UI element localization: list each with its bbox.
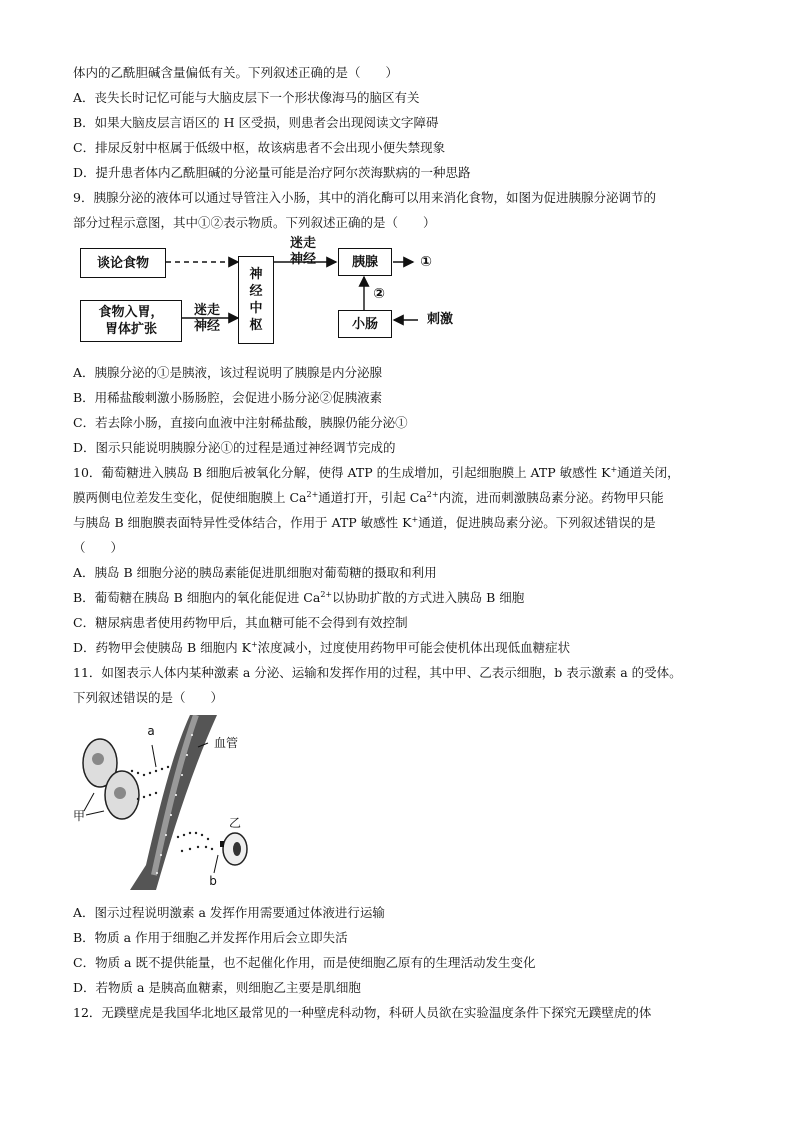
receptor-b [220, 841, 224, 847]
q9-option-c: C．若去除小肠，直接向血液中注射稀盐酸，胰腺仍能分泌① [73, 415, 408, 430]
nucleus-lower [114, 787, 126, 799]
label-stimulus: 刺激 [426, 312, 453, 327]
q9-diagram [80, 236, 490, 350]
box-pancreas: 胰腺 [338, 248, 392, 276]
q10-optd-a: D．药物甲会使胰岛 B 细胞内 K [73, 640, 251, 655]
box-food-stomach [80, 300, 182, 342]
q11-stem-line2: 下列叙述错误的是（ ） [73, 690, 224, 705]
figure-label-b: b [209, 874, 217, 888]
q10-option-c: C．糖尿病患者使用药物甲后，其血糖可能不会得到有效控制 [73, 615, 408, 630]
q10-s2b: 通道打开，引起 Ca [318, 490, 427, 505]
q11-option-a: A．图示过程说明激素 a 发挥作用需要通过体液进行运输 [73, 905, 385, 920]
center-char-3: 中 [249, 301, 263, 316]
sup-k-3: + [250, 639, 258, 649]
q9-option-b: B．用稀盐酸刺激小肠肠腔，会促进小肠分泌②促胰液素 [73, 390, 383, 405]
q10-s3a: 与胰岛 B 细胞膜表面特异性受体结合，作用于 ATP 敏感性 K [73, 515, 412, 530]
q10-stem-line2 [73, 490, 664, 506]
q10-optd-b: 浓度减小，过度使用药物甲可能会使机体出现低血糖症状 [257, 640, 571, 655]
q10-option-d [73, 640, 570, 656]
pointer-b [214, 855, 218, 873]
q10-stem-line3 [73, 515, 656, 531]
q8-option-d: D．提升患者体内乙酰胆碱的分泌量可能是治疗阿尔茨海默病的一种思路 [73, 165, 471, 180]
box-food-stomach-line1: 食物入胃， [98, 305, 164, 320]
sup-k-2: + [411, 514, 419, 524]
sup-k-1: + [610, 464, 618, 474]
box-food-stomach-line2: 胃体扩张 [104, 322, 157, 337]
q11-stem-line1: 11．如图表示人体内某种激素 a 分泌、运输和发挥作用的过程，其中甲、乙表示细胞，b 表示激素 a 的受体。 [73, 665, 682, 680]
q10-stem-line1 [73, 465, 680, 481]
label-substance-2: ② [373, 286, 385, 302]
q10-s2a: 膜两侧电位差发生变化，促使细胞膜上 Ca [73, 490, 307, 505]
figure-label-vessel: 血管 [213, 736, 238, 750]
label-substance-1: ① [420, 254, 432, 270]
center-char-2: 经 [249, 284, 263, 299]
q8-option-c: C．排尿反射中枢属于低级中枢，故该病患者不会出现小便失禁现象 [73, 140, 446, 155]
q8-option-a: A．丧失长时记忆可能与大脑皮层下一个形状像海马的脑区有关 [73, 90, 420, 105]
q12-stem-line1: 12．无蹼壁虎是我国华北地区最常见的一种壁虎科动物，科研人员欲在实验温度条件下探究无蹼壁虎的体 [73, 1005, 652, 1020]
q9-option-d: D．图示只能说明胰腺分泌①的过程是通过神经调节完成的 [73, 440, 396, 455]
label-vagus-bottom [184, 303, 230, 335]
q10-s1a: 10．葡萄糖进入胰岛 B 细胞后被氧化分解，使得 ATP 的生成增加，引起细胞膜上 ATP 敏感性 K [73, 465, 611, 480]
label-vagus-bottom-line1: 迷走 [193, 303, 220, 318]
nucleus-upper [92, 753, 104, 765]
q10-optb-b: 以协助扩散的方式进入胰岛 B 细胞 [332, 590, 525, 605]
center-char-4: 枢 [249, 318, 263, 333]
nucleus-yi [233, 842, 241, 856]
sup-ca-3: 2+ [320, 589, 333, 599]
q8-stem: 体内的乙酰胆碱含量偏低有关。下列叙述正确的是（ ） [73, 65, 399, 80]
box-nerve-center [238, 256, 274, 344]
figure-label-jia: 甲 [72, 809, 85, 823]
center-char-1: 神 [249, 267, 263, 282]
label-vagus-top-line1: 迷走 [289, 236, 316, 251]
sup-ca-2: 2+ [426, 489, 439, 499]
sup-ca-1: 2+ [306, 489, 319, 499]
q11-option-d: D．若物质 a 是胰高血糖素，则细胞乙主要是肌细胞 [73, 980, 361, 995]
q9-stem-line1: 9．胰腺分泌的液体可以通过导管注入小肠，其中的消化酶可以用来消化食物，如图为促进胰腺分泌调节的 [73, 190, 656, 205]
q10-optb-a: B．葡萄糖在胰岛 B 细胞内的氧化能促进 Ca [73, 590, 321, 605]
q10-option-b [73, 590, 524, 606]
pointer-a [152, 745, 156, 767]
q11-figure [72, 715, 272, 890]
q9-stem-line2: 部分过程示意图，其中①②表示物质。下列叙述正确的是（ ） [73, 215, 436, 230]
figure-label-yi: 乙 [228, 816, 241, 830]
label-vagus-top [280, 236, 326, 268]
q10-s2c: 内流，进而刺激胰岛素分泌。药物甲只能 [438, 490, 664, 505]
q11-option-c: C．物质 a 既不提供能量，也不起催化作用，而是使细胞乙原有的生理活动发生变化 [73, 955, 536, 970]
q10-s1b: 通道关闭， [617, 465, 680, 480]
q10-s3b: 通道，促进胰岛素分泌。下列叙述错误的是 [418, 515, 656, 530]
label-vagus-bottom-line2: 神经 [193, 319, 220, 334]
q11-option-b: B．物质 a 作用于细胞乙并发挥作用后会立即失活 [73, 930, 348, 945]
box-small-intestine: 小肠 [338, 310, 392, 338]
q10-stem-line4: （ ） [73, 540, 124, 555]
q9-option-a: A．胰腺分泌的①是胰液，该过程说明了胰腺是内分泌腺 [73, 365, 383, 380]
q10-option-a: A．胰岛 B 细胞分泌的胰岛素能促进肌细胞对葡萄糖的摄取和利用 [73, 565, 437, 580]
label-vagus-top-line2: 神经 [289, 252, 316, 267]
pointer-jia-2 [86, 811, 104, 815]
figure-label-a: a [147, 724, 155, 738]
box-talk-food: 谈论食物 [80, 248, 166, 278]
q8-option-b: B．如果大脑皮层言语区的 H 区受损，则患者会出现阅读文字障碍 [73, 115, 439, 130]
